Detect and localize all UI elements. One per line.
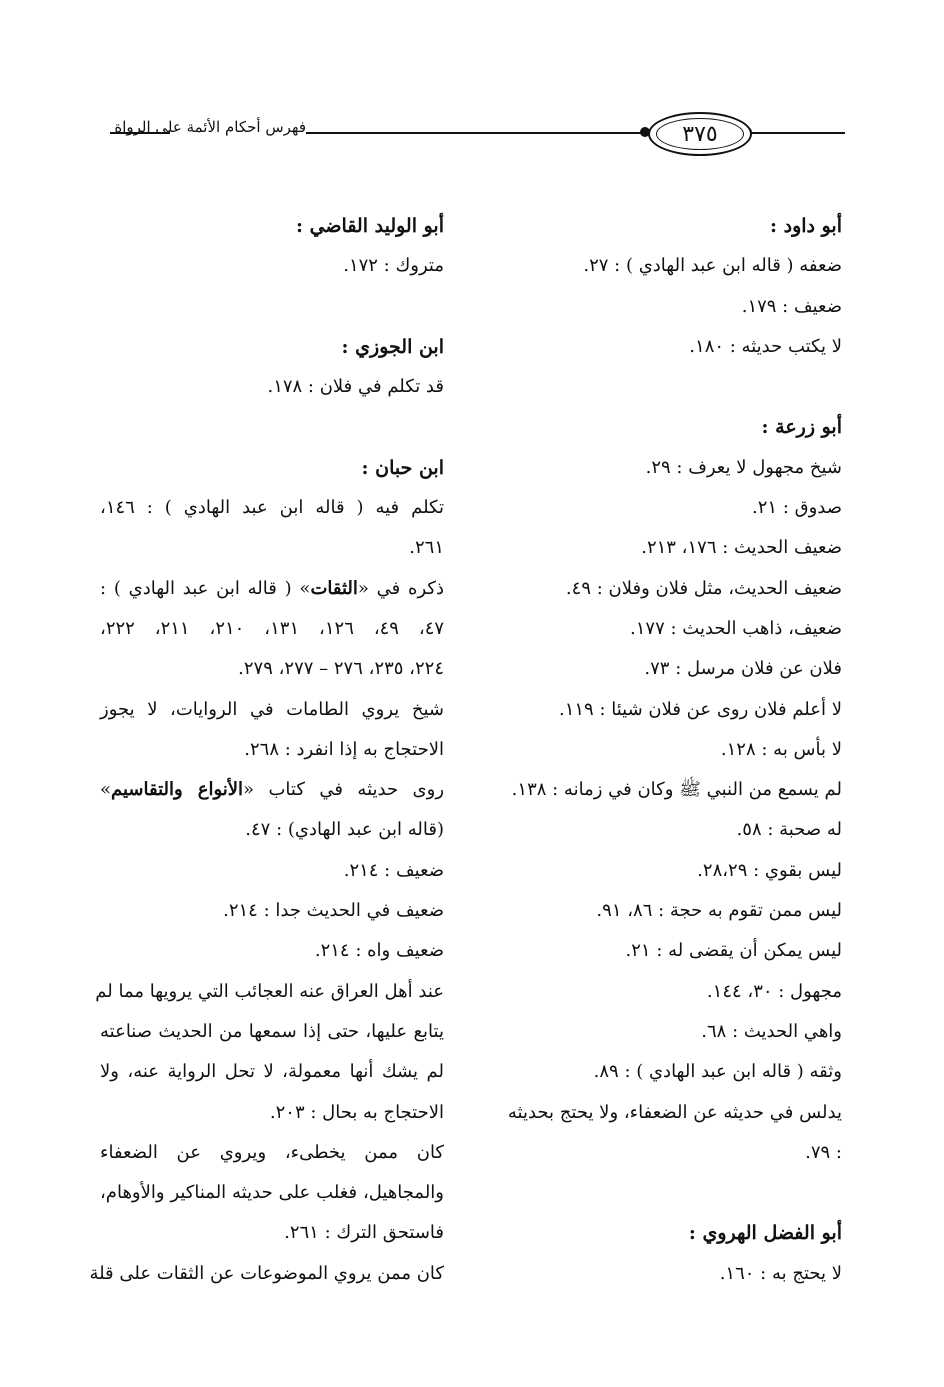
- index-line: ليس يمكن أن يقضى له : ٢١.: [625, 940, 842, 962]
- index-line: ضعيف، ذاهب الحديث : ١٧٧.: [630, 617, 842, 639]
- index-line: وثقه ( قاله ابن عبد الهادي ) : ٨٩.: [593, 1061, 842, 1083]
- index-line: كان ممن يروي الموضوعات عن الثقات على قلة: [89, 1262, 444, 1284]
- page-header: [0, 100, 944, 170]
- index-line: ضعيف : ١٧٩.: [741, 295, 842, 317]
- narrator-heading: أبو الوليد القاضي :: [295, 215, 444, 237]
- index-line: له صحبة : ٥٨.: [736, 819, 842, 841]
- book-title: الأنواع والتقاسيم: [111, 779, 244, 801]
- index-line: ٢٢٤، ٢٣٥، ٢٧٦ – ٢٧٧، ٢٧٩.: [238, 658, 444, 680]
- index-line: ٢٦١.: [409, 537, 444, 559]
- text-segment: »: [100, 779, 112, 801]
- narrator-heading: أبو زرعة :: [761, 416, 842, 439]
- index-line: مجهول : ٣٠، ١٤٤.: [706, 980, 842, 1002]
- header-rule-middle: [306, 132, 650, 134]
- running-title: فهرس أحكام الأئمة على الرواة: [114, 118, 306, 136]
- index-line: ٤٧، ٤٩، ١٢٦، ١٣١، ٢١٠، ٢١١، ٢٢٢،: [100, 617, 445, 639]
- index-line: لم يسمع من النبي ﷺ وكان في زمانه : ١٣٨.: [511, 779, 842, 801]
- index-line: لم يشك أنها معمولة، لا تحل الرواية عنه، ولا: [100, 1061, 444, 1083]
- index-line: شيخ يروي الطامات في الروايات، لا يجوز: [100, 698, 444, 720]
- index-line: لا بأس به : ١٢٨.: [720, 738, 842, 760]
- index-line: ليس بقوي : ٢٨،٢٩.: [697, 859, 842, 881]
- index-line: تكلم فيه ( قاله ابن عبد الهادي ) : ١٤٦،: [100, 497, 444, 519]
- narrator-entry-abu-dawud: [496, 206, 842, 367]
- index-line: ضعفه ( قاله ابن عبد الهادي ) : ٢٧.: [583, 255, 842, 277]
- index-line: (قاله ابن عبد الهادي) : ٤٧.: [245, 819, 444, 841]
- index-line: ضعيف في الحديث جدا : ٢١٤.: [223, 900, 444, 922]
- index-line: [100, 569, 444, 609]
- index-line: ضعيف : ٢١٤.: [343, 859, 444, 881]
- narrator-heading: أبو الفضل الهروي :: [688, 1222, 842, 1245]
- index-line: يتابع عليها، حتى إذا سمعها من الحديث صناعته: [100, 1020, 444, 1042]
- index-line: لا يحتج به : ١٦٠.: [719, 1262, 842, 1284]
- text-segment: » ( قاله ابن عبد الهادي ) :: [100, 577, 311, 599]
- header-rule-right: [745, 132, 845, 134]
- page-number: ٣٧٥: [682, 121, 718, 147]
- index-line: عند أهل العراق عنه العجائب التي يرويها مما لم: [95, 980, 444, 1002]
- index-line: يدلس في حديثه عن الضعفاء، ولا يحتج بحديثه: [507, 1101, 842, 1123]
- index-line: شيخ مجهول لا يعرف : ٢٩.: [645, 456, 842, 478]
- narrator-entry-ibn-hibban: [89, 448, 445, 1294]
- index-column-right: [496, 206, 842, 1294]
- narrator-entry-ibn-al-jawzi: [100, 327, 444, 408]
- index-line: لا أعلم فلان روى عن فلان شيئا : ١١٩.: [558, 698, 842, 720]
- narrator-heading: ابن الجوزي :: [341, 335, 444, 358]
- narrator-heading: أبو داود :: [769, 215, 842, 237]
- index-line: قد تكلم في فلان : ١٧٨.: [267, 376, 444, 398]
- index-line: فلان عن فلان مرسل : ٧٣.: [644, 658, 842, 680]
- book-title: الثقات: [310, 577, 358, 599]
- index-line: الاحتجاج به إذا انفرد : ٢٦٨.: [244, 738, 444, 760]
- text-segment: ذكره في «: [357, 577, 444, 599]
- index-line: كان ممن يخطىء، ويروي عن الضعفاء: [100, 1141, 444, 1163]
- index-line: لا يكتب حديثه : ١٨٠.: [689, 335, 842, 357]
- index-line: : ٧٩.: [805, 1141, 842, 1163]
- page-number-badge: [648, 112, 752, 156]
- index-line: ضعيف واه : ٢١٤.: [314, 940, 444, 962]
- narrator-entry-abu-zurah: [496, 407, 842, 1173]
- index-column-left: [89, 206, 445, 1294]
- narrator-entry-abu-al-walid: [100, 206, 444, 287]
- index-line: فاستحق الترك : ٢٦١.: [284, 1222, 444, 1244]
- narrator-heading: ابن حبان :: [361, 456, 444, 479]
- index-line: الاحتجاج به بحال : ٢٠٣.: [269, 1101, 444, 1123]
- index-line: واهي الحديث : ٦٨.: [701, 1020, 842, 1042]
- index-line: صدوق : ٢١.: [752, 497, 842, 519]
- text-segment: روى حديثه في كتاب «: [243, 779, 445, 801]
- index-line: [100, 770, 444, 810]
- index-line: ضعيف الحديث، مثل فلان وفلان : ٤٩.: [565, 577, 842, 599]
- index-line: متروك : ١٧٢.: [343, 255, 444, 277]
- index-line: والمجاهيل، فغلب على حديثه المناكير والأوهام،: [100, 1182, 444, 1204]
- narrator-entry-abu-al-fadl: [496, 1213, 842, 1294]
- index-line: ضعيف الحديث : ١٧٦، ٢١٣.: [641, 537, 842, 559]
- index-line: ليس ممن تقوم به حجة : ٨٦، ٩١.: [596, 900, 842, 922]
